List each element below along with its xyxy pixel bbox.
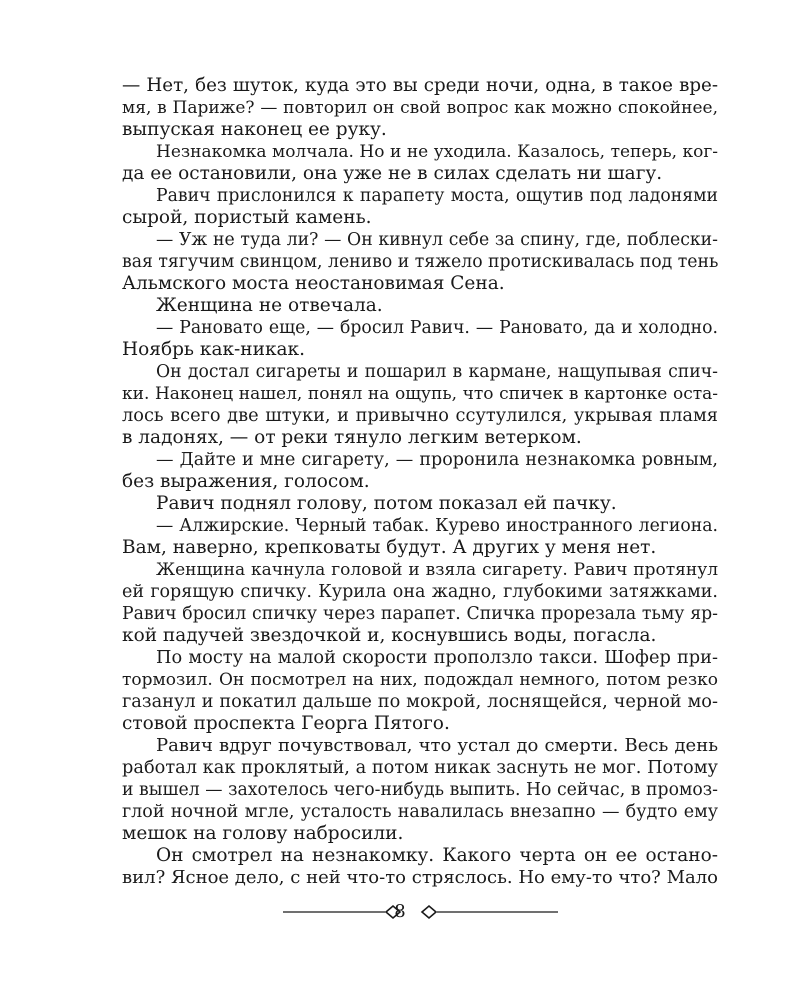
- text-line: Равич бросил спичку через парапет. Спичка прорезала тьму яр-: [122, 604, 718, 624]
- text-line: глой ночной мгле, усталость навалилась внезапно — будто ему: [122, 802, 718, 822]
- text-line: мешок на голову набросили.: [122, 823, 404, 844]
- text-line: Равич прислонился к парапету моста, ощутив под ладонями: [156, 186, 718, 206]
- text-line: выпуская наконец ее руку.: [122, 119, 387, 140]
- body-text: [122, 75, 718, 889]
- text-line: — Нет, без шуток, куда это вы среди ночи, одна, в такое вре-: [122, 75, 718, 96]
- text-line: сырой, пористый камень.: [122, 207, 372, 228]
- text-line: и вышел — захотелось чего-нибудь выпить. Но сейчас, в промоз-: [122, 780, 718, 800]
- text-line: стовой проспекта Георга Пятого.: [122, 713, 450, 734]
- text-line: в ладонях, — от реки тянуло легким ветерком.: [122, 427, 582, 448]
- text-line: кой падучей звездочкой и, коснувшись воды, погасла.: [122, 625, 657, 646]
- text-line: тормозил. Он посмотрел на них, подождал немного, потом резко: [122, 670, 718, 690]
- text-line: Равич поднял голову, потом показал ей пачку.: [156, 493, 617, 514]
- text-line: мя, в Париже? — повторил он свой вопрос как можно спокойнее,: [122, 98, 718, 118]
- text-line: Женщина качнула головой и взяла сигарету. Равич протянул: [156, 560, 718, 580]
- text-line: работал как проклятый, а потом никак заснуть не мог. Потому: [122, 758, 718, 778]
- diamond-right-icon: [422, 906, 436, 918]
- text-line: Ноябрь как-никак.: [122, 339, 305, 360]
- page-number: 8: [394, 901, 406, 922]
- text-line: без выражения, голосом.: [122, 471, 370, 492]
- text-line: — Рановато еще, — бросил Равич. — Рановато, да и холодно.: [156, 318, 718, 338]
- text-line: Равич вдруг почувствовал, что устал до смерти. Весь день: [156, 735, 718, 756]
- page-footer: [0, 900, 800, 924]
- text-line: Он смотрел на незнакомку. Какого черта он ее остано-: [156, 845, 718, 866]
- text-line: вая тягучим свинцом, лениво и тяжело протискивалась под тень: [122, 252, 719, 272]
- text-line: — Дайте и мне сигарету, — проронила незнакомка ровным,: [156, 450, 718, 470]
- text-line: Незнакомка молчала. Но и не уходила. Казалось, теперь, ког-: [156, 142, 718, 162]
- text-line: Вам, наверно, крепковаты будут. А других у меня нет.: [122, 537, 657, 558]
- text-line: — Уж не туда ли? — Он кивнул себе за спину, где, поблески-: [156, 230, 718, 250]
- text-line: ки. Наконец нашел, понял на ощупь, что спичек в картонке оста-: [122, 384, 718, 404]
- text-line: Он достал сигареты и пошарил в кармане, нащупывая спич-: [156, 362, 718, 382]
- text-line: вил? Ясное дело, с ней что-то стряслось. Но ему-то что? Мало: [122, 867, 718, 888]
- text-line: Альмского моста неостановимая Сена.: [122, 273, 505, 294]
- text-line: лось всего две штуки, и привычно ссутулился, укрывая пламя: [122, 406, 718, 426]
- text-line: По мосту на малой скорости проползло такси. Шофер при-: [156, 648, 718, 668]
- text-line: да ее остановили, она уже не в силах сделать ни шагу.: [122, 163, 663, 184]
- text-line: — Алжирские. Черный табак. Курево иностранного легиона.: [156, 516, 718, 536]
- text-line: ей горящую спичку. Курила она жадно, глубокими затяжками.: [122, 582, 718, 602]
- text-line: газанул и покатил дальше по мокрой, лоснящейся, черной мо-: [122, 692, 718, 712]
- text-line: Женщина не отвечала.: [156, 295, 383, 316]
